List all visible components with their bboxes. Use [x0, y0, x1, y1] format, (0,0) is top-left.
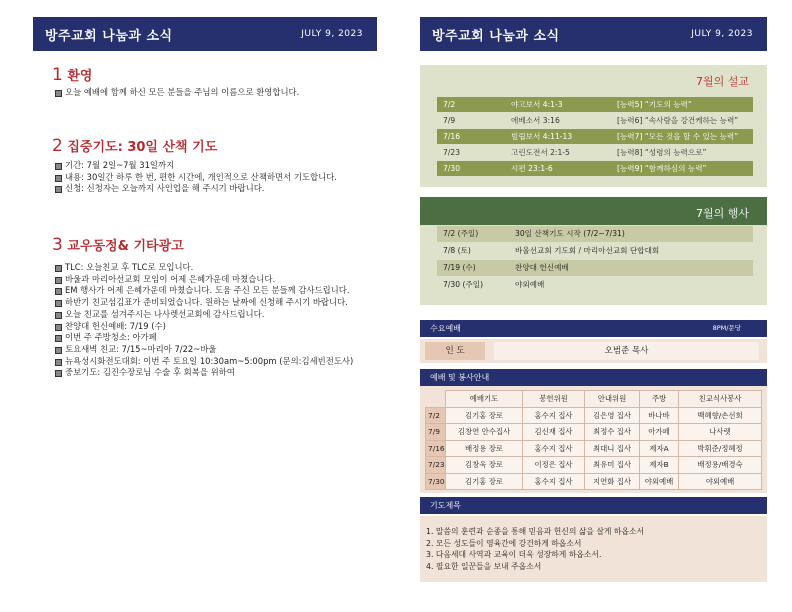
table-cell: 홍수지 집사: [523, 440, 585, 457]
table-cell: 최대니 집사: [585, 440, 640, 457]
section-title-text: 환영: [67, 69, 93, 84]
table-cell: 제자A: [640, 440, 679, 457]
table-row: [426, 440, 762, 457]
right-header-bar: [420, 17, 767, 51]
table-cell: 김기홍 장로: [446, 473, 523, 490]
sermon-theme: [능력8] “성령의 능력으로”: [617, 148, 707, 157]
service-title: 예배 및 봉사안내: [430, 373, 490, 382]
leader-role: 인 도: [425, 342, 485, 360]
section-news-title: [52, 235, 184, 255]
prayer-item: 3. 다음세대 사역과 교육이 더욱 성장하게 하옵소서.: [426, 550, 602, 559]
sermon-box: [420, 65, 767, 187]
list-item: 바울과 마리아선교회 모임이 어제 은혜가운데 마쳤습니다.: [55, 274, 353, 286]
sermon-scripture: 빌립보서 4:11-13: [511, 132, 573, 141]
sermon-date: 7/30: [443, 164, 461, 173]
news-list: [55, 262, 353, 379]
service-table: [425, 390, 762, 490]
event-row: [437, 277, 753, 293]
table-cell: 배정용/배경숙: [679, 457, 762, 474]
sermon-theme: [능력7] “모든 것을 할 수 있는 능력”: [617, 132, 739, 141]
event-row: [437, 226, 753, 242]
section-number: 1: [52, 65, 63, 85]
table-cell: 홍수지 집사: [523, 473, 585, 490]
section-prayer-walk-title: [52, 136, 217, 156]
event-row: [437, 260, 753, 276]
list-item: 이번 주 주방청소: 아가페: [55, 332, 353, 344]
event-date: 7/8 (토): [443, 246, 471, 255]
table-cell: 김신재 집사: [523, 424, 585, 441]
table-cell: 이정은 집사: [523, 457, 585, 474]
section-title-text: 집중기도: 30일 산책 기도: [67, 140, 218, 155]
table-row: [426, 457, 762, 474]
prayer-item: 1. 말씀의 훈련과 순종을 통해 믿음과 헌신의 삶을 살게 하옵소서: [426, 527, 645, 536]
event-desc: 야외예배: [515, 280, 545, 289]
table-cell: 김창욱 장로: [446, 457, 523, 474]
sermon-row: [437, 113, 753, 128]
sermon-scripture: 고린도전서 2:1-5: [511, 148, 570, 157]
event-date: 7/30 (주일): [443, 280, 484, 289]
header-title: 방주교회 나눔과 소식: [45, 29, 173, 44]
list-item: 중보기도: 김진수장로님 수술 후 회복을 위하여: [55, 367, 353, 379]
list-item: 오늘 친교를 섬겨주시는 나사렛선교회에 감사드립니다.: [55, 309, 353, 321]
section-welcome-title: [52, 65, 92, 85]
column-header: 주방: [640, 391, 679, 408]
prayer-box: [420, 516, 767, 582]
sermon-date: 7/23: [443, 148, 461, 157]
column-header: 봉헌위원: [523, 391, 585, 408]
table-cell: 김기홍 장로: [446, 407, 523, 424]
event-date: 7/2 (주일): [443, 229, 479, 238]
table-cell: 야외예배: [640, 473, 679, 490]
column-header: 안내위원: [585, 391, 640, 408]
events-box-title: 7월의 행사: [696, 207, 749, 220]
list-item: 토요새벽 친교: 7/15~마리아 7/22~바울: [55, 344, 353, 356]
table-cell: 야외예배: [679, 473, 762, 490]
table-cell: 박휘준/정혜정: [679, 440, 762, 457]
header-date: JULY 9, 2023: [691, 29, 753, 39]
event-desc: 찬양대 헌신예배: [515, 263, 569, 272]
event-desc: 30일 산책기도 시작 (7/2~7/31): [515, 229, 625, 238]
sermon-theme: [능력9] “함께하심의 능력”: [617, 164, 707, 173]
prayer-title: 기도제목: [430, 501, 461, 510]
wednesday-title: 수요예배: [430, 324, 461, 333]
list-item: 오늘 예배에 함께 하신 모든 분들을 주님의 이름으로 환영합니다.: [55, 87, 299, 99]
list-item: EM 행사가 어제 은혜가운데 마쳤습니다. 도움 주신 모든 분들께 감사드립니다.: [55, 285, 353, 297]
sermon-scripture: 시편 23:1-6: [511, 164, 553, 173]
sermon-box-title: 7월의 설교: [696, 75, 749, 88]
sermon-date: 7/9: [443, 116, 456, 125]
row-date: 7/16: [426, 440, 446, 457]
list-item: 뉴욕성시화전도대회: 이번 주 토요일 10:30am~5:00pm (문의:김세빈전도사): [55, 356, 353, 368]
wednesday-time: 8PM/문당: [712, 324, 741, 332]
events-header: [420, 197, 767, 225]
left-header-bar: [33, 17, 377, 51]
table-row: [426, 407, 762, 424]
sermon-date: 7/2: [443, 100, 456, 109]
event-row: [437, 243, 753, 259]
column-header: 예배기도: [446, 391, 523, 408]
wednesday-worship-bar: [420, 320, 767, 337]
service-table-wrap: [420, 386, 767, 493]
column-header: 친교식사봉사: [679, 391, 762, 408]
header-date: JULY 9, 2023: [301, 29, 363, 39]
table-header-row: [426, 391, 762, 408]
table-cell: 홍수지 집사: [523, 407, 585, 424]
table-cell: 배정용 장로: [446, 440, 523, 457]
sermon-row: [437, 161, 753, 176]
sermon-row: [437, 129, 753, 144]
prayer-walk-list: [55, 160, 337, 195]
list-item: 찬양대 헌신예배: 7/19 (수): [55, 321, 353, 333]
row-date: 7/2: [426, 407, 446, 424]
prayer-list: [426, 526, 644, 572]
list-item: 내용: 30일간 하루 한 번, 편한 시간에, 개인적으로 산책하면서 기도합니다.: [55, 172, 337, 184]
sermon-theme: [능력5] “기도의 능력”: [617, 100, 692, 109]
sermon-date: 7/16: [443, 132, 461, 141]
section-number: 3: [52, 235, 63, 255]
list-item: 기간: 7월 2일~7월 31일까지: [55, 160, 337, 172]
header-title: 방주교회 나눔과 소식: [432, 29, 560, 44]
list-item: 신청: 신청자는 오늘까지 사인업을 해 주시기 바랍니다.: [55, 183, 337, 195]
service-bar: [420, 369, 767, 386]
sermon-scripture: 에베소서 3:16: [511, 116, 560, 125]
table-cell: 바나바: [640, 407, 679, 424]
row-date: 7/9: [426, 424, 446, 441]
event-desc: 바울선교회 기도회 / 마리아선교회 단합대회: [515, 246, 660, 255]
list-item: TLC: 오늘친교 후 TLC로 모입니다.: [55, 262, 353, 274]
prayer-bar: [420, 497, 767, 514]
sermon-theme: [능력6] “속사람을 강건케하는 능력”: [617, 116, 739, 125]
table-cell: 제자B: [640, 457, 679, 474]
list-item: 하반기 친교섬김표가 준비되었습니다. 원하는 날짜에 신청해 주시기 바랍니다.: [55, 297, 353, 309]
row-date: 7/23: [426, 457, 446, 474]
leader-name: 오범준 목사: [494, 342, 759, 360]
table-cell: 최정수 집사: [585, 424, 640, 441]
table-row: [426, 473, 762, 490]
table-row: [426, 424, 762, 441]
table-cell: 김은영 집사: [585, 407, 640, 424]
event-date: 7/19 (수): [443, 263, 476, 272]
table-cell: 아가페: [640, 424, 679, 441]
sermon-scripture: 야고보서 4:1-3: [511, 100, 563, 109]
table-corner: [426, 391, 446, 408]
sermon-row: [437, 145, 753, 160]
section-number: 2: [52, 136, 63, 156]
events-box: [420, 197, 767, 305]
table-cell: 백혜향/손선희: [679, 407, 762, 424]
section-title-text: 교우동정& 기타광고: [67, 239, 184, 254]
wednesday-leader-row: [420, 339, 767, 363]
table-cell: 지연화 집사: [585, 473, 640, 490]
table-cell: 김창연 안수집사: [446, 424, 523, 441]
welcome-list: [55, 87, 299, 99]
prayer-item: 4. 필요한 일꾼들을 보내 주옵소서: [426, 561, 542, 571]
table-cell: 나사렛: [679, 424, 762, 441]
prayer-item: 2. 모든 성도들이 영육간에 강건하게 하옵소서: [426, 538, 582, 548]
table-cell: 최유미 집사: [585, 457, 640, 474]
sermon-row: [437, 97, 753, 112]
row-date: 7/30: [426, 473, 446, 490]
